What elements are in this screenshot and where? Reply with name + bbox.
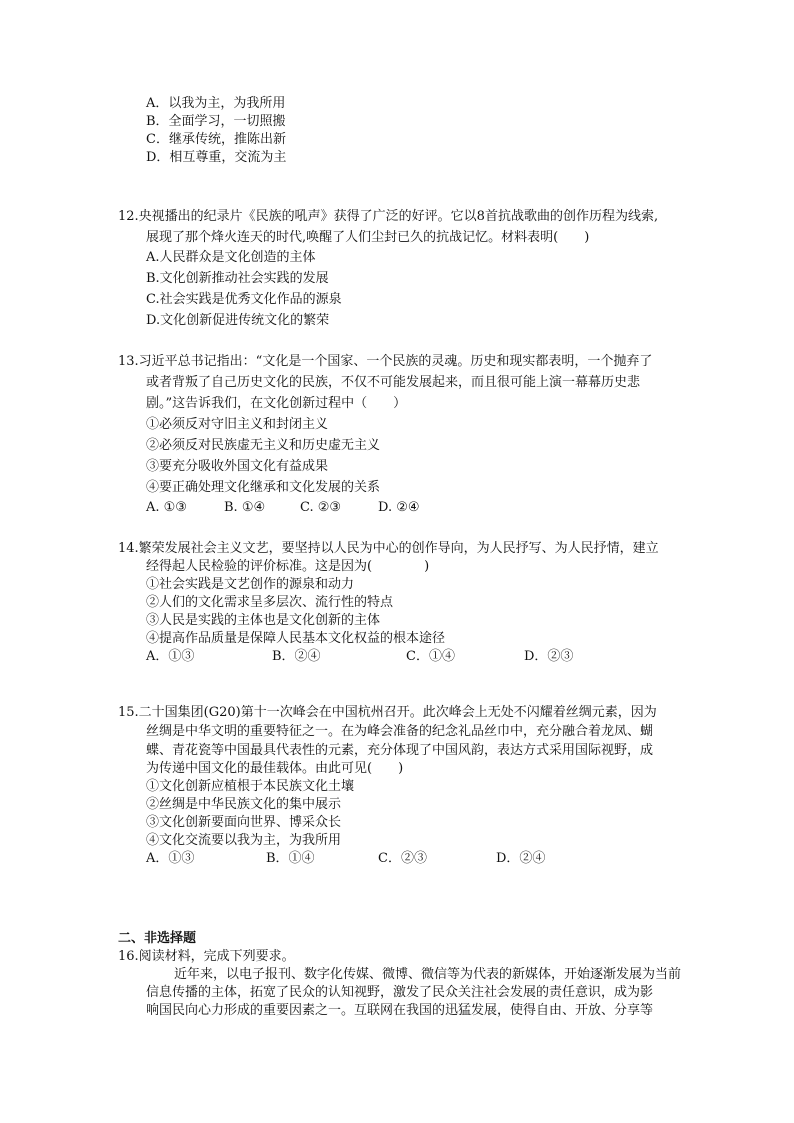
q15-stem-line-4: 为传递中国文化的最佳载体。由此可见( ) [146, 761, 404, 776]
q12-option-c: C.社会实践是优秀文化作品的源泉 [146, 292, 342, 307]
q14-option-a: A．①③ [146, 649, 195, 664]
q15-statement-2: ②丝绸是中华民族文化的集中展示 [146, 797, 342, 812]
q16-material-line-3: 响国民向心力形成的重要因素之一。互联网在我国的迅猛发展，使得自由、开放、分享等 [146, 1003, 654, 1018]
q14-statement-2: ②人们的文化需求呈多层次、流行性的特点 [146, 595, 394, 610]
q13-statement-3: ③要充分吸收外国文化有益成果 [146, 459, 329, 474]
q15-stem-line-2: 丝绸是中华文明的重要特征之一。在为峰会准备的纪念礼品丝巾中，充分融合着龙凤、蝴 [146, 724, 654, 739]
q13-statement-4: ④要正确处理文化继承和文化发展的关系 [146, 480, 381, 495]
q14-option-d: D．②③ [524, 649, 574, 664]
q13-option-a: A. ①③ [146, 500, 187, 515]
q11-option-b: B．全面学习，一切照搬 [146, 114, 286, 129]
q13-option-b: B. ①④ [224, 500, 266, 515]
q14-stem-line-1: 14.繁荣发展社会主义文艺，要坚持以人民为中心的创作导向，为人民抒写、为人民抒情，建立 [118, 541, 659, 556]
q13-stem-line-1: 13.习近平总书记指出：“文化是一个国家、一个民族的灵魂。历史和现实都表明，一个抛弃了 [118, 354, 653, 369]
q14-option-c: C．①④ [406, 649, 455, 664]
q13-statement-1: ①必须反对守旧主义和封闭主义 [146, 417, 329, 432]
q15-option-b: B．①④ [266, 851, 315, 866]
q13-stem-line-3: 剧。”这告诉我们，在文化创新过程中（ ） [146, 396, 407, 411]
q15-statement-1: ①文化创新应植根于本民族文化土壤 [146, 779, 355, 794]
q15-option-a: A．①③ [146, 851, 195, 866]
q15-option-d: D．②④ [496, 851, 546, 866]
q14-statement-4: ④提高作品质量是保障人民基本文化权益的根本途径 [146, 631, 446, 646]
q13-stem-line-2: 或者背叛了自己历史文化的民族，不仅不可能发展起来，而且很可能上演一幕幕历史悲 [146, 375, 641, 390]
q14-option-b: B．②④ [272, 649, 321, 664]
q16-stem-line-1: 16.阅读材料，完成下列要求。 [118, 949, 295, 964]
q13-statement-2: ②必须反对民族虚无主义和历史虚无主义 [146, 438, 381, 453]
q15-options [146, 850, 566, 868]
q15-option-c: C．②③ [378, 851, 427, 866]
q16-material-line-1: 近年来，以电子报刊、数字化传媒、微博、微信等为代表的新媒体，开始逐渐发展为当前 [174, 967, 682, 982]
q12-option-b: B.文化创新推动社会实践的发展 [146, 271, 329, 286]
section-heading: 二、非选择题 [118, 931, 197, 946]
q13-option-c: C. ②③ [300, 500, 342, 515]
q16-material-line-2: 信息传播的主体，拓宽了民众的认知视野，激发了民众关注社会发展的责任意识，成为影 [146, 985, 654, 1000]
q14-stem-line-2: 经得起人民检验的评价标准。这是因为( ) [146, 559, 430, 574]
q14-statement-1: ①社会实践是文艺创作的源泉和动力 [146, 577, 355, 592]
q11-option-c: C．继承传统，推陈出新 [146, 132, 286, 147]
q15-stem-line-1: 15.二十国集团(G20)第十一次峰会在中国杭州召开。此次峰会上无处不闪耀着丝绸元素，因为 [118, 705, 657, 720]
q12-stem-line-1: 12.央视播出的纪录片《民族的吼声》获得了广泛的好评。它以8首抗战歌曲的创作历程为线索, [118, 209, 659, 224]
q12-option-d: D.文化创新促进传统文化的繁荣 [146, 313, 330, 328]
q15-statement-4: ④文化交流要以我为主，为我所用 [146, 833, 342, 848]
q11-option-a: A．以我为主，为我所用 [146, 96, 286, 111]
q15-statement-3: ③文化创新要面向世界、博采众长 [146, 815, 342, 830]
q12-option-a: A.人民群众是文化创造的主体 [146, 250, 316, 265]
q13-options [146, 499, 466, 517]
q13-option-d: D. ②④ [378, 500, 420, 515]
q11-option-d: D．相互尊重，交流为主 [146, 150, 287, 165]
q14-statement-3: ③人民是实践的主体也是文化创新的主体 [146, 613, 381, 628]
q12-stem-line-2: 展现了那个烽火连天的时代,唤醒了人们尘封已久的抗战记忆。材料表明( ) [146, 230, 590, 245]
q14-options [146, 648, 606, 666]
q15-stem-line-3: 蝶、青花瓷等中国最具代表性的元素，充分体现了中国风韵，表达方式采用国际视野，成 [146, 743, 654, 758]
